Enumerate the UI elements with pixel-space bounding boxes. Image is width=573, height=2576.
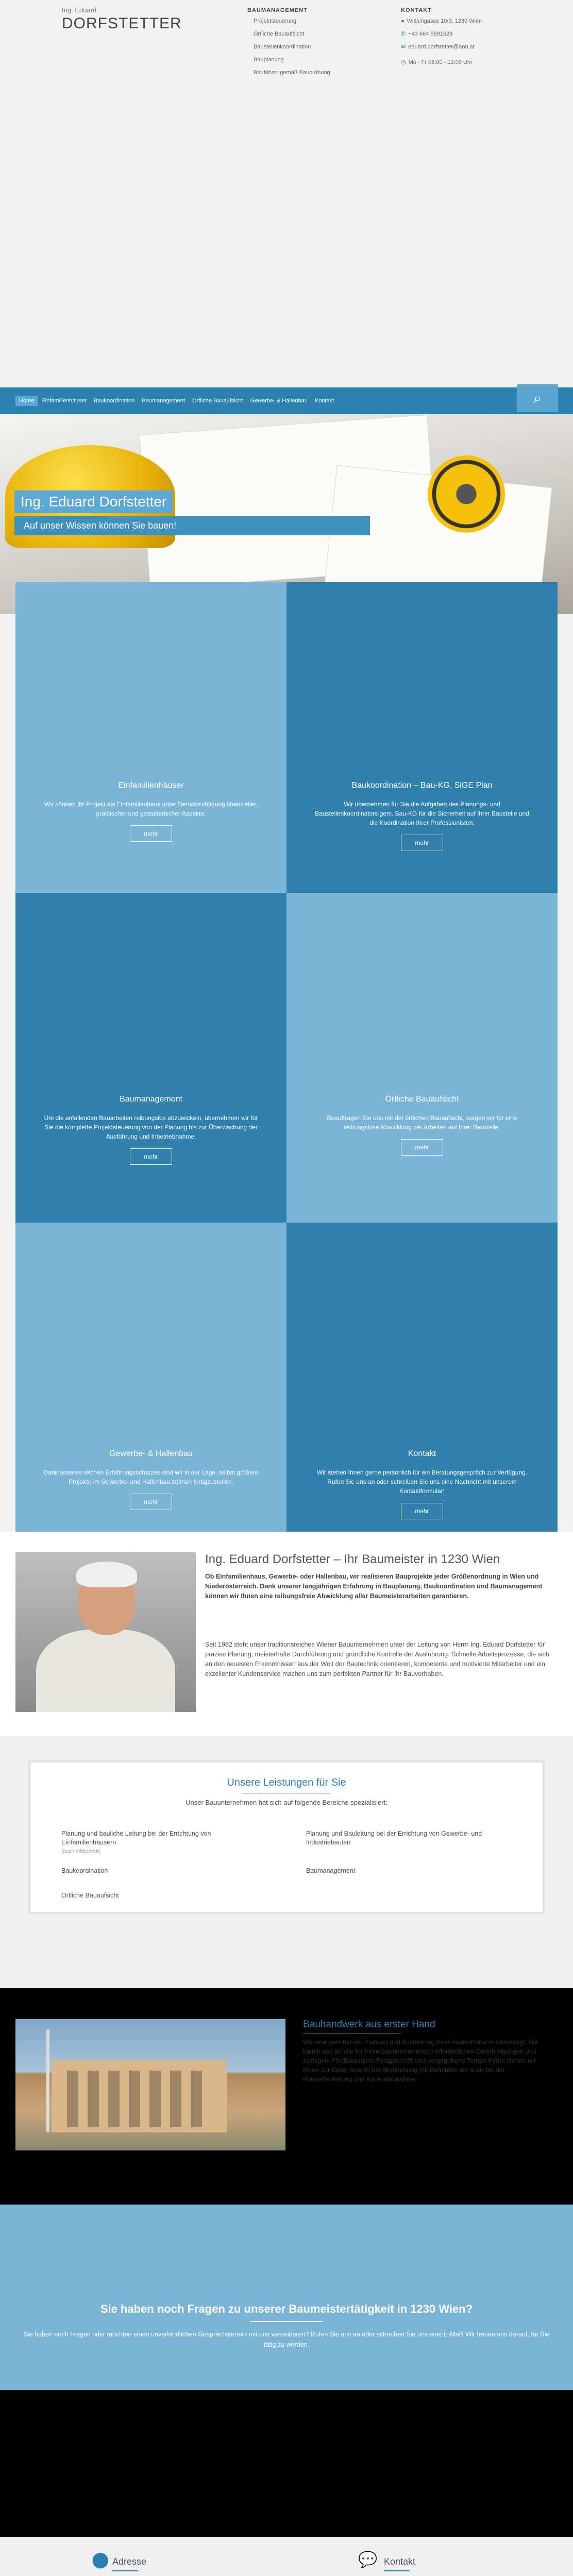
- tile-baumanagement[interactable]: [15, 893, 286, 1223]
- footer: [0, 2537, 573, 2576]
- service-label: Planung und bauliche Leitung bei der Errichtung von Einfamilienhäusern: [61, 1830, 211, 1846]
- header: [0, 0, 573, 387]
- service-label: Planung und Bauleitung bei der Errichtung von Gewerbe- und Industriebauten: [306, 1830, 482, 1846]
- more-button[interactable]: mehr: [130, 1148, 172, 1165]
- service-item: [61, 1867, 108, 1875]
- header-menu-item[interactable]: Baustellenkoordination: [254, 44, 311, 50]
- clock-icon: ◷: [401, 59, 406, 65]
- owner-photo-body: [36, 1630, 175, 1712]
- search-button[interactable]: [517, 384, 558, 412]
- more-button[interactable]: mehr: [401, 835, 443, 851]
- construction-photo: [15, 2019, 285, 2150]
- map-pin-icon: ●: [401, 18, 405, 24]
- cta-section: [0, 2205, 573, 2390]
- construction-photo-crane: [46, 2029, 49, 2132]
- header-menu-title: BAUMANAGEMENT: [247, 7, 308, 13]
- nav-gewerbe-hallenbau[interactable]: Gewerbe- & Hallenbau: [250, 398, 308, 404]
- header-menu-item[interactable]: Örtliche Bauaufsicht: [254, 31, 305, 37]
- tile-text: Dank unseres reichen Erfahrungsschatzes sind wir in der Lage, selbst größere Projekte im Gewerbe- und Hallenbau zeitnah fertigzustellen.: [43, 1469, 259, 1485]
- phone-icon: ✆: [401, 31, 406, 37]
- construction-divider: [303, 2033, 401, 2034]
- services-section: [0, 1736, 573, 1988]
- footer-divider: [384, 2570, 410, 2571]
- services-card: [28, 1760, 545, 1914]
- footer-contact: [358, 2551, 456, 2576]
- header-menu-item[interactable]: Bauführer gemäß Bauordnung: [254, 70, 330, 76]
- tile-title: Einfamilienhäuser: [118, 781, 184, 790]
- services-subtitle: Unser Bauunternehmen hat sich auf folgende Bereiche spezialisiert:: [186, 1799, 387, 1806]
- header-address: Wittichgasse 10/9, 1230 Wien: [407, 18, 482, 24]
- header-menu-item[interactable]: Projektsteuerung: [254, 18, 297, 24]
- header-menu-item[interactable]: Bauplanung: [254, 57, 284, 63]
- footer-address: [92, 2551, 175, 2576]
- tile-kontakt[interactable]: [286, 1223, 558, 1532]
- more-button[interactable]: mehr: [130, 825, 172, 842]
- chat-icon: 💬: [358, 2551, 378, 2568]
- nav-home[interactable]: Home: [15, 396, 38, 406]
- more-button[interactable]: mehr: [401, 1503, 443, 1519]
- tile-baukoordination[interactable]: [286, 582, 558, 893]
- header-contact-title: KONTAKT: [401, 7, 432, 13]
- service-label: Örtliche Bauaufsicht: [61, 1892, 119, 1899]
- tile-title: Baumanagement: [120, 1095, 182, 1104]
- nav-oertliche-bauaufsicht[interactable]: Örtliche Bauaufsicht: [192, 398, 243, 404]
- service-label: Baukoordination: [61, 1867, 108, 1874]
- tile-oertliche-bauaufsicht[interactable]: [286, 893, 558, 1223]
- more-button[interactable]: mehr: [130, 1494, 172, 1510]
- tile-title: Örtliche Bauaufsicht: [385, 1095, 459, 1104]
- main-nav: [0, 387, 573, 414]
- hero-subtitle: Auf unser Wissen können Sie bauen!: [14, 516, 370, 535]
- search-icon: ⌕: [533, 389, 542, 406]
- tile-text: Wir können Ihr Projekt als Einfamilienhaus unter Berücksichtigung finanzieller, praktischer und gestalterischer Aspekte.: [44, 801, 258, 817]
- nav-baumanagement[interactable]: Baumanagement: [142, 398, 186, 404]
- tile-text: Wir stehen Ihnen gerne persönlich für ein Beratungsgespräch zur Verfügung. Rufen Sie uns an oder schreiben Sie uns eine Nachricht mit unserem Kontaktformular!: [316, 1469, 528, 1495]
- more-button[interactable]: mehr: [401, 1139, 443, 1156]
- header-menu: [247, 7, 330, 82]
- hero-title: Ing. Eduard Dorfstetter: [14, 490, 173, 513]
- nav-kontakt[interactable]: Kontakt: [314, 398, 334, 404]
- hero-tape-measure: [428, 455, 505, 533]
- intro-heading: Ing. Eduard Dorfstetter – Ihr Baumeister in 1230 Wien: [205, 1552, 500, 1566]
- construction-photo-scaffold: [67, 2071, 211, 2127]
- construction-heading: Bauhandwerk aus erster Hand: [303, 2019, 435, 2030]
- tile-text: Wir übernehmen für Sie die Aufgaben des Planungs- und Baustellenkoordinators gem. Bau-KG für die Sicherheit auf Ihrer Baustelle und die Koordination Ihrer Professionisten.: [315, 801, 529, 826]
- service-label: Baumanagement: [306, 1867, 356, 1874]
- construction-text: Wir sind gern mit der Planung und Ausführung Ihres Bauvorhabens beauftragt. Wir halten uns an alle für Ihren Bauherrenwunsch erforderlichen Genehmigungen und Auflagen. Für Bauprojekt-Festgeschäft und vorgegebene Termin-Pläne stehen wir Ihnen zur Seite, sowohl bei Abstimmung mit Behörden als auch bei der Baustellenleitung und Bauendabnahme.: [303, 2039, 538, 2083]
- brand-logo[interactable]: [62, 6, 182, 32]
- service-item: [61, 1891, 119, 1900]
- nav-baukoordination[interactable]: Baukoordination: [93, 398, 135, 404]
- cta-text: Sie haben noch Fragen oder möchten einen unverbindlichen Gesprächstermin mit uns vereinbaren? Rufen Sie uns an oder schreiben Sie uns eine E-Mail! Wir freuen uns darauf, für Sie tätig zu werden.: [23, 2331, 550, 2348]
- intro-section: [0, 1532, 573, 1736]
- header-email[interactable]: eduard.dorfstetter@aon.at: [408, 44, 475, 50]
- service-tiles: [15, 582, 558, 1532]
- tile-einfamilienhaeuser[interactable]: [15, 582, 286, 893]
- footer-divider: [112, 2570, 138, 2571]
- construction-section: [0, 1988, 573, 2205]
- tile-text: Um die anfallenden Bauarbeiten reibungslos abzuwickeln, übernehmen wir für Sie die komplette Projektsteuerung von der Planung bis zur Überwachung der Ausführung und Inbetriebnahme.: [44, 1114, 258, 1140]
- tile-title: Kontakt: [408, 1449, 436, 1458]
- cta-heading: Sie haben noch Fragen zu unserer Baumeistertätigkeit in 1230 Wien?: [100, 2302, 473, 2315]
- tile-text: Beauftragen Sie uns mit der örtlichen Bauaufsicht, sorgen wir für eine reibungslose Abwicklung der Arbeiten auf Ihrer Baustelle.: [327, 1114, 517, 1131]
- service-item: [61, 1829, 267, 1856]
- header-hours: Mo - Fr 08:00 - 13:00 Uhr: [408, 59, 473, 65]
- owner-photo: [15, 1552, 196, 1712]
- service-item: [306, 1829, 523, 1847]
- brand-name: DORFSTETTER: [62, 15, 182, 32]
- tile-gewerbe-hallenbau[interactable]: [15, 1223, 286, 1532]
- intro-paragraph: Seit 1982 steht unser traditionsreiches Wiener Bauunternehmen unter der Leitung von Herrn Ing. Eduard Dorfstetter für präzise Planung, meisterhafte Durchführung und gründliche Kontrolle der Ausführung. Schnelle Arbeitsprozesse, die sich an den neuesten Erkenntnissen aus der Welt der Bautechnik orientieren, kompetente und motivierte Mitarbeiter und ein exzellenter Kundenservice machen uns zum perfekten Partner für Ihr Bauvorhaben.: [205, 1641, 549, 1677]
- header-contact: [401, 7, 482, 72]
- intro-bold-text: Ob Einfamilienhaus, Gewerbe- oder Hallenbau, wir realisieren Bauprojekte jeder Größenordnung in Wien und Niederösterreich. Dank unserer langjährigen Erfahrung in Bauplanung, Baukoordination und Baumanagement können wir Ihnen eine reibungsfreie Abwicklung aller Baumeisterarbeiten garantieren.: [205, 1573, 543, 1600]
- services-heading: Unsere Leistungen für Sie: [227, 1777, 346, 1788]
- brand-small: Ing. Eduard: [62, 6, 97, 14]
- service-item: [306, 1867, 355, 1875]
- footer-address-title: Adresse: [112, 2556, 147, 2567]
- nav-einfamilienhaeuser[interactable]: Einfamilienhäuser: [41, 398, 87, 404]
- tile-title: Baukoordination – Bau-KG, SiGE Plan: [351, 781, 493, 790]
- map-pin-icon: ⬤: [92, 2551, 109, 2568]
- footer-contact-title: Kontakt: [384, 2556, 416, 2567]
- header-phone[interactable]: +43 664 9891529: [408, 31, 453, 37]
- cta-divider: [250, 2321, 323, 2322]
- mail-icon: ✉: [401, 44, 406, 50]
- owner-photo-hair: [76, 1562, 137, 1587]
- map-area: [0, 2390, 573, 2537]
- service-note: (auch mitbetreut): [61, 1849, 100, 1854]
- tile-title: Gewerbe- & Hallenbau: [109, 1449, 193, 1458]
